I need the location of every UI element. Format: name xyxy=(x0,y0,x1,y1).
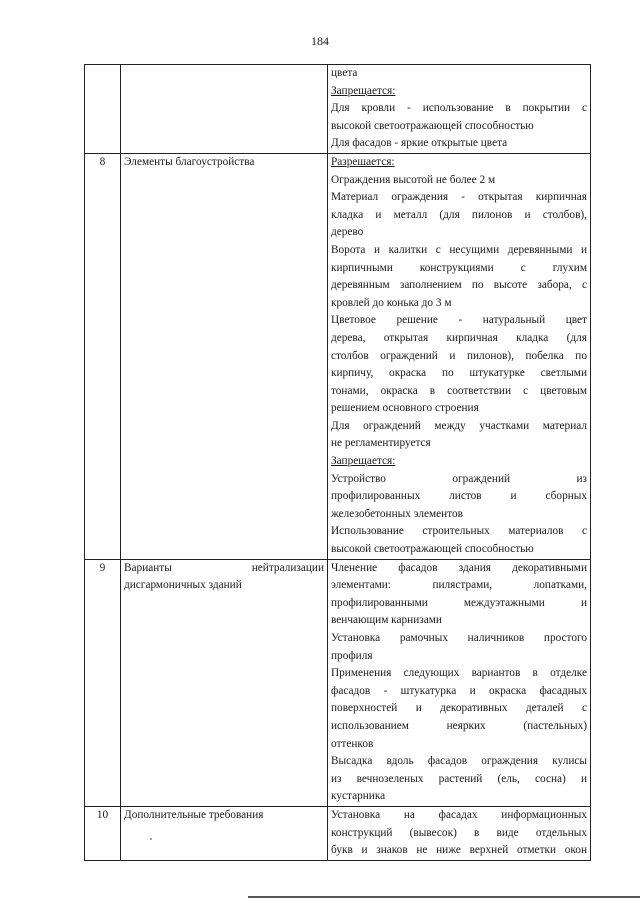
requirement-line: решением основного строения xyxy=(331,402,479,415)
requirement-line: деревянным заполнением по высоте забора, с xyxy=(331,279,587,292)
requirement-line: Ворота и калитки с несущими деревянными и xyxy=(331,243,587,256)
requirement-line: не регламентируется xyxy=(331,437,431,450)
section-heading: Запрещается: xyxy=(331,84,396,97)
requirement-line: профилированных листов и сборных xyxy=(331,490,587,503)
requirement-line: Для фасадов - яркие открытые цвета xyxy=(331,137,508,150)
requirement-line: железобетонных элементов xyxy=(331,507,463,520)
regulations-table xyxy=(84,64,591,861)
requirement-line: конструкций (вывесок) в виде отдельных xyxy=(331,826,587,839)
element-name-line: Дополнительные требования xyxy=(124,808,264,821)
requirement-line: цвета xyxy=(331,67,358,79)
requirement-line: Установка рамочных наличников простого xyxy=(331,632,587,644)
requirement-line: Ограждения высотой не более 2 м xyxy=(331,173,496,186)
requirement-line: Использование строительных материалов с xyxy=(331,525,587,538)
row-number: 10 xyxy=(85,806,121,860)
element-name-line: дисгармоничных зданий xyxy=(124,579,242,592)
requirements-cell xyxy=(328,65,591,154)
requirement-line: использованием неярких (пастельных) xyxy=(331,719,587,732)
requirement-line: высокой светоотражающей способностью xyxy=(331,543,534,556)
requirement-line: Для ограждений между участками материал xyxy=(331,419,587,432)
requirement-line: фасадов - штукатурка и окраска фасадных xyxy=(331,684,587,697)
requirement-line: дерево xyxy=(331,226,364,239)
requirement-line: поверхностей и декоративных деталей с xyxy=(331,702,587,715)
requirement-line: профиля xyxy=(331,649,373,662)
scan-speck xyxy=(150,838,152,840)
table-row xyxy=(85,153,591,559)
requirements-cell xyxy=(328,806,591,860)
requirement-line: кладка и металл (для пилонов и столбов), xyxy=(331,208,587,221)
requirement-line: оттенков xyxy=(331,737,374,750)
requirement-line: Применения следующих вариантов в отделке xyxy=(331,667,587,680)
requirement-line: кровлей до конька до 3 м xyxy=(331,296,452,309)
requirement-line: профилированными междуэтажными и xyxy=(331,596,587,609)
element-name-line: Варианты нейтрализации xyxy=(124,561,324,574)
requirement-line: элементами: пилястрами, лопатками, xyxy=(331,579,587,592)
requirements-cell xyxy=(328,559,591,806)
requirement-line: столбов ограждений и пилонов), побелка по xyxy=(331,349,587,362)
row-number: 8 xyxy=(85,153,121,559)
requirement-line: Высадка вдоль фасадов ограждения кулисы xyxy=(331,755,587,768)
requirement-line: Устройство ограждений из xyxy=(331,472,587,485)
element-name xyxy=(121,559,328,806)
requirement-line: кирпичу, окраска по штукатурке светлыми xyxy=(331,367,587,380)
page-number: 184 xyxy=(311,34,329,48)
requirement-line: букв и знаков не ниже верхней отметки окон xyxy=(331,844,587,857)
element-name xyxy=(121,153,328,559)
requirement-line: Материал ограждения - открытая кирпичная xyxy=(331,191,587,204)
requirement-line: Членение фасадов здания декоративными xyxy=(331,561,587,574)
scan-edge xyxy=(248,896,640,898)
element-name xyxy=(121,65,328,154)
section-heading: Разрешается: xyxy=(331,155,395,168)
requirements-cell xyxy=(328,153,591,559)
requirement-line: Для кровли - использование в покрытии с xyxy=(331,102,587,115)
element-name-line: Элементы благоустройства xyxy=(124,155,255,168)
requirement-line: Цветовое решение - натуральный цвет xyxy=(331,314,587,327)
row-number xyxy=(85,65,121,154)
table-row xyxy=(85,806,591,860)
requirement-line: кустарника xyxy=(331,790,386,803)
requirement-line: тонами, окраска в соответствии с цветовым xyxy=(331,384,587,397)
requirement-line: из вечнозеленых растений (ель, сосна) и xyxy=(331,772,587,785)
table-row xyxy=(85,65,591,154)
element-name xyxy=(121,806,328,860)
requirement-line: дерева, открытая кирпичная кладка (для xyxy=(331,331,587,344)
requirement-line: кирпичными конструкциями с глухим xyxy=(331,261,587,274)
table-row xyxy=(85,559,591,806)
requirement-line: высокой светоотражающей способностью xyxy=(331,119,534,132)
row-number: 9 xyxy=(85,559,121,806)
requirement-line: Установка на фасадах информационных xyxy=(331,808,587,821)
section-heading: Запрещается: xyxy=(331,455,396,468)
requirement-line: венчающим карнизами xyxy=(331,614,442,627)
